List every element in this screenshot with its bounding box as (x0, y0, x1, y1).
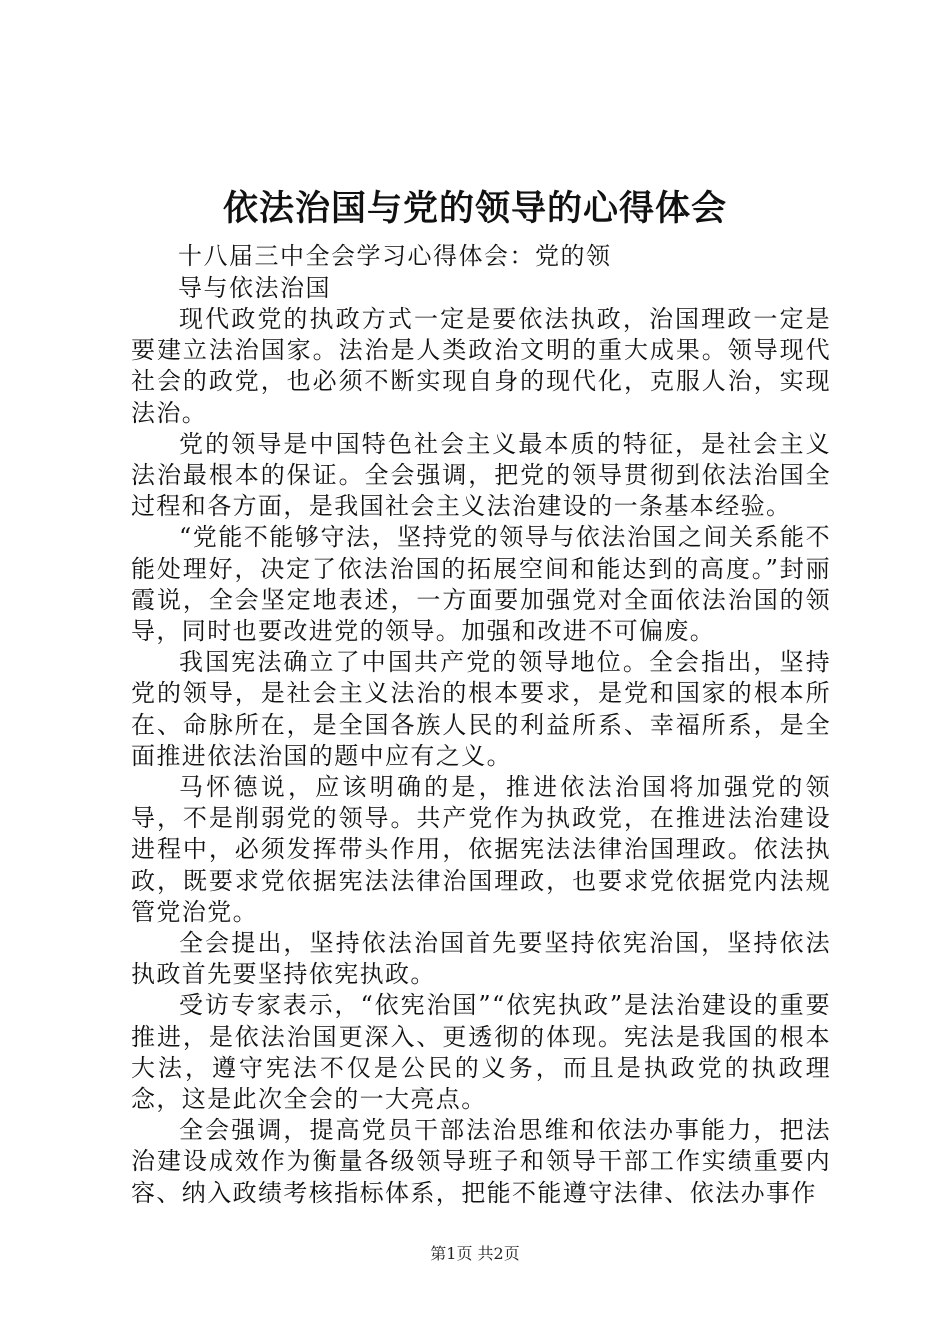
paragraph: 受访专家表示，“依宪治国”“依宪执政”是法治建设的重要推进，是依法治国更深入、更透彻的体现。宪法是我国的根本大法，遵守宪法不仅是公民的义务，而且是执政党的执政理念，这是此次全会的一大亮点。 (131, 991, 831, 1114)
paragraph: 全会提出，坚持依法治国首先要坚持依宪治国，坚持依法执政首先要坚持依宪执政。 (131, 929, 831, 989)
document-subtitle: 十八届三中全会学习心得体会：党的领导与依法治国 (178, 242, 612, 302)
paragraph: 党的领导是中国特色社会主义最本质的特征，是社会主义法治最根本的保证。全会强调，把党的领导贯彻到依法治国全过程和各方面，是我国社会主义法治建设的一条基本经验。 (131, 429, 831, 521)
paragraph: 现代政党的执政方式一定是要依法执政，治国理政一定是要建立法治国家。法治是人类政治文明的重大成果。领导现代社会的政党，也必须不断实现自身的现代化，克服人治，实现法治。 (131, 305, 831, 427)
page-number-footer: 第1页 共2页 (430, 1244, 520, 1263)
document-title: 依法治国与党的领导的心得体会 (222, 188, 727, 229)
paragraph: 全会强调，提高党员干部法治思维和依法办事能力，把法治建设成效作为衡量各级领导班子和领导干部工作实绩重要内容、纳入政绩考核指标体系，把能不能遵守法律、依法办事作 (131, 1116, 831, 1207)
document-body (131, 304, 831, 1209)
paragraph: “党能不能够守法，坚持党的领导与依法治国之间关系能不能处理好，决定了依法治国的拓展空间和能达到的高度。”封丽霞说，全会坚定地表述，一方面要加强党对全面依法治国的领导，同时也要改进党的领导。加强和改进不可偏废。 (131, 523, 831, 646)
paragraph: 我国宪法确立了中国共产党的领导地位。全会指出，坚持党的领导，是社会主义法治的根本要求，是党和国家的根本所在、命脉所在，是全国各族人民的利益所系、幸福所系，是全面推进依法治国的题中应有之义。 (131, 648, 831, 770)
paragraph: 马怀德说，应该明确的是，推进依法治国将加强党的领导，不是削弱党的领导。共产党作为执政党，在推进法治建设进程中，必须发挥带头作用，依据宪法法律治国理政。依法执政，既要求党依据宪法法律治国理政，也要求党依据党内法规管党治党。 (131, 773, 831, 926)
